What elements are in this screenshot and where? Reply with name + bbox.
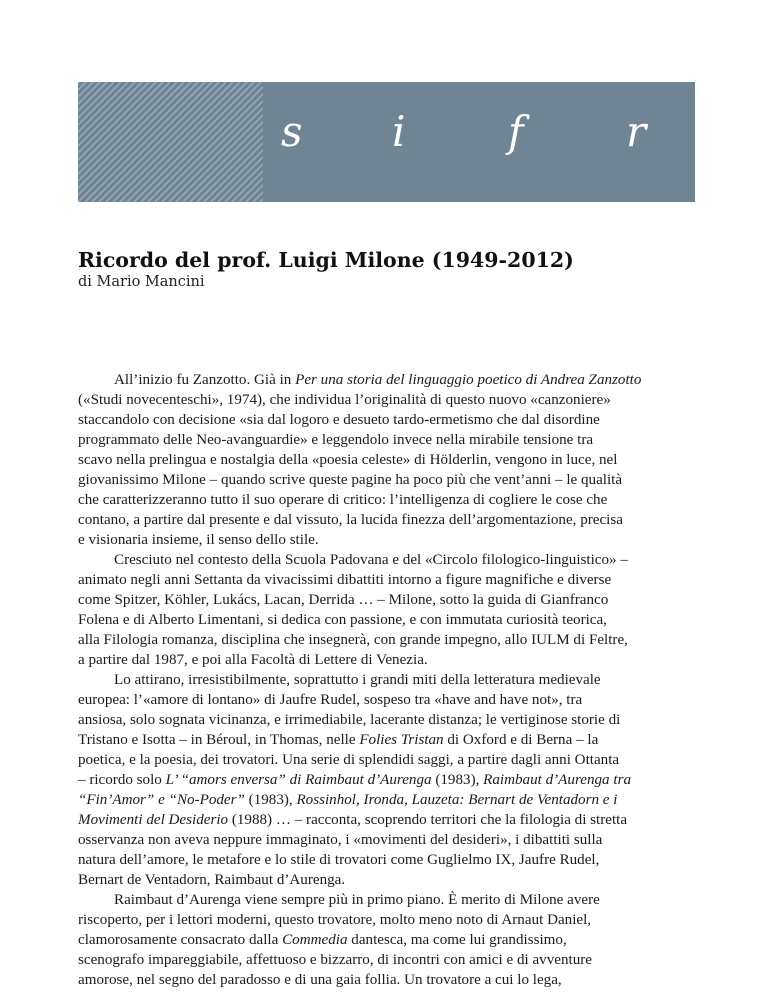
body-text-run: Lo attirano, irresistibilmente, soprattutto i grandi miti della letteratura medievale	[114, 672, 601, 688]
body-line	[78, 370, 698, 390]
body-text-run: a partire dal 1987, e poi alla Facoltà di Lettere di Venezia.	[78, 652, 428, 668]
body-text-run: come Spitzer, Köhler, Lukács, Lacan, Derrida … – Milone, sotto la guida di Gianfranco	[78, 592, 609, 608]
italic-title-text: Rossinhol, Ironda, Lauzeta: Bernart de Ventadorn e i	[296, 792, 618, 808]
body-text-run: All’inizio fu Zanzotto. Già in	[114, 372, 296, 388]
italic-title-text: Raimbaut d’Aurenga tra	[483, 772, 631, 788]
body-line	[78, 890, 698, 910]
italic-title-text: “Fin’Amor” e “No-Poder”	[78, 792, 245, 808]
italic-title-text: Commedia	[282, 932, 348, 948]
article-body	[78, 370, 698, 990]
body-text-run: Cresciuto nel contesto della Scuola Padovana e del «Circolo filologico-linguistico» –	[114, 552, 628, 568]
body-text-run: ansiosa, solo sognata vicinanza, e irrimediabile, lacerante distanza; le vertiginose storie di	[78, 712, 621, 728]
body-line	[78, 970, 698, 990]
body-text-run: animato negli anni Settanta da vivacissimi dibattiti intorno a figure magnifiche e diverse	[78, 572, 612, 588]
body-line	[78, 550, 698, 570]
italic-title-text: Movimenti del Desiderio	[78, 812, 229, 828]
body-line	[78, 730, 698, 750]
body-text-run: programmato delle Neo-avanguardie» e leggendolo invece nella mirabile tensione tra	[78, 432, 594, 448]
body-line	[78, 910, 698, 930]
banner-letter-f: f	[508, 107, 524, 156]
body-text-run: di Oxford e di Berna – la	[443, 732, 599, 748]
body-line	[78, 630, 698, 650]
italic-title-text: Folies Tristan	[359, 732, 444, 748]
body-text-run: scenografo impareggiabile, affettuoso e bizzarro, di incontri con amici e di avventure	[78, 952, 592, 968]
body-line	[78, 690, 698, 710]
body-line	[78, 810, 698, 830]
body-text-run: Raimbaut d’Aurenga viene sempre più in primo piano. È merito di Milone avere	[114, 892, 600, 908]
body-text-run: che caratterizzeranno tutto il suo operare di critico: l’intelligenza di cogliere le cose che	[78, 492, 608, 508]
body-paragraph	[78, 550, 698, 670]
banner-divider	[275, 221, 695, 222]
body-line	[78, 770, 698, 790]
body-line	[78, 790, 698, 810]
italic-title-text: L’ “amors enversa” di Raimbaut d’Aurenga	[165, 772, 432, 788]
article-author: di Mario Mancini	[78, 274, 205, 290]
body-line	[78, 830, 698, 850]
body-text-run: (1983),	[244, 792, 297, 808]
body-text-run: scavo nella prelingua e nostalgia della «poesia celeste» di Hölderlin, vengono in luce, nel	[78, 452, 618, 468]
italic-title-text: Per una storia del linguaggio poetico di Andrea Zanzotto	[295, 372, 642, 388]
body-line	[78, 490, 698, 510]
body-text-run: (1988) … – racconta, scoprendo territori che la filologia di stretta	[228, 812, 628, 828]
body-text-run: contano, a partire dal presente e dal vissuto, la lucida finezza dell’argomentazione, precisa	[78, 512, 623, 528]
body-text-run: riscoperto, per i lettori moderni, questo trovatore, molto meno noto di Arnaut Daniel,	[78, 912, 592, 928]
banner-logo-letters	[78, 104, 695, 160]
body-line	[78, 510, 698, 530]
body-text-run: (1983),	[431, 772, 484, 788]
body-line	[78, 930, 698, 950]
body-line	[78, 570, 698, 590]
banner-letter-s: s	[281, 107, 303, 156]
body-text-run: – ricordo solo	[78, 772, 166, 788]
body-line	[78, 950, 698, 970]
body-line	[78, 610, 698, 630]
body-paragraph	[78, 370, 698, 550]
banner-subtitle: SOCIETÀ ITALIANA DI FILOLOGIA ROMANZA	[275, 235, 688, 250]
body-line	[78, 530, 698, 550]
body-text-run: («Studi novecenteschi», 1974), che individua l’originalità di questo nuovo «canzoniere»	[78, 392, 611, 408]
body-line	[78, 470, 698, 490]
body-text-run: e visionaria insieme, il senso dello stile.	[78, 532, 319, 548]
body-line	[78, 650, 698, 670]
body-text-run: Bernart de Ventadorn, Raimbaut d’Aurenga.	[78, 872, 346, 888]
banner-letter-i: i	[392, 107, 406, 156]
body-text-run: staccandolo con decisione «sia dal logoro e desueto tardo-ermetismo che dal disordine	[78, 412, 600, 428]
body-line	[78, 870, 698, 890]
body-text-run: poetica, e la poesia, dei trovatori. Una serie di splendidi saggi, a partire dagli anni Ottanta	[78, 752, 620, 768]
body-line	[78, 410, 698, 430]
body-text-run: dantesca, ma come lui grandissimo,	[347, 932, 567, 948]
body-text-run: Folena e di Alberto Limentani, si dedica con passione, e con immutata curiosità teorica,	[78, 612, 607, 628]
body-text-run: europea: l’«amore di lontano» di Jaufre Rudel, sospeso tra «have and have not», tra	[78, 692, 583, 708]
body-line	[78, 850, 698, 870]
body-line	[78, 390, 698, 410]
sifr-banner	[78, 82, 695, 250]
body-text-run: natura dell’amore, le metafore e lo stile di trovatori come Guglielmo IX, Jaufre Rudel,	[78, 852, 600, 868]
body-text-run: alla Filologia romanza, disciplina che insegnerà, con grande impegno, allo IULM di Feltre,	[78, 632, 628, 648]
body-line	[78, 430, 698, 450]
body-line	[78, 590, 698, 610]
body-line	[78, 710, 698, 730]
body-text-run: osservanza non aveva neppure immaginato, i «movimenti del desideri», i dibattiti sulla	[78, 832, 603, 848]
body-paragraph	[78, 890, 698, 990]
banner-letter-r: r	[626, 107, 647, 156]
body-text-run: Tristano e Isotta – in Béroul, in Thomas, nelle	[78, 732, 360, 748]
body-line	[78, 750, 698, 770]
body-text-run: amorose, nel segno del paradosso e di una gaia follia. Un trovatore a cui lo lega,	[78, 972, 562, 988]
body-paragraph	[78, 670, 698, 890]
body-line	[78, 450, 698, 470]
body-line	[78, 670, 698, 690]
article-title: Ricordo del prof. Luigi Milone (1949-2012)	[78, 248, 574, 272]
body-text-run: giovanissimo Milone – quando scrive queste pagine ha poco più che vent’anni – le qualità	[78, 472, 623, 488]
body-text-run: clamorosamente consacrato dalla	[78, 932, 283, 948]
